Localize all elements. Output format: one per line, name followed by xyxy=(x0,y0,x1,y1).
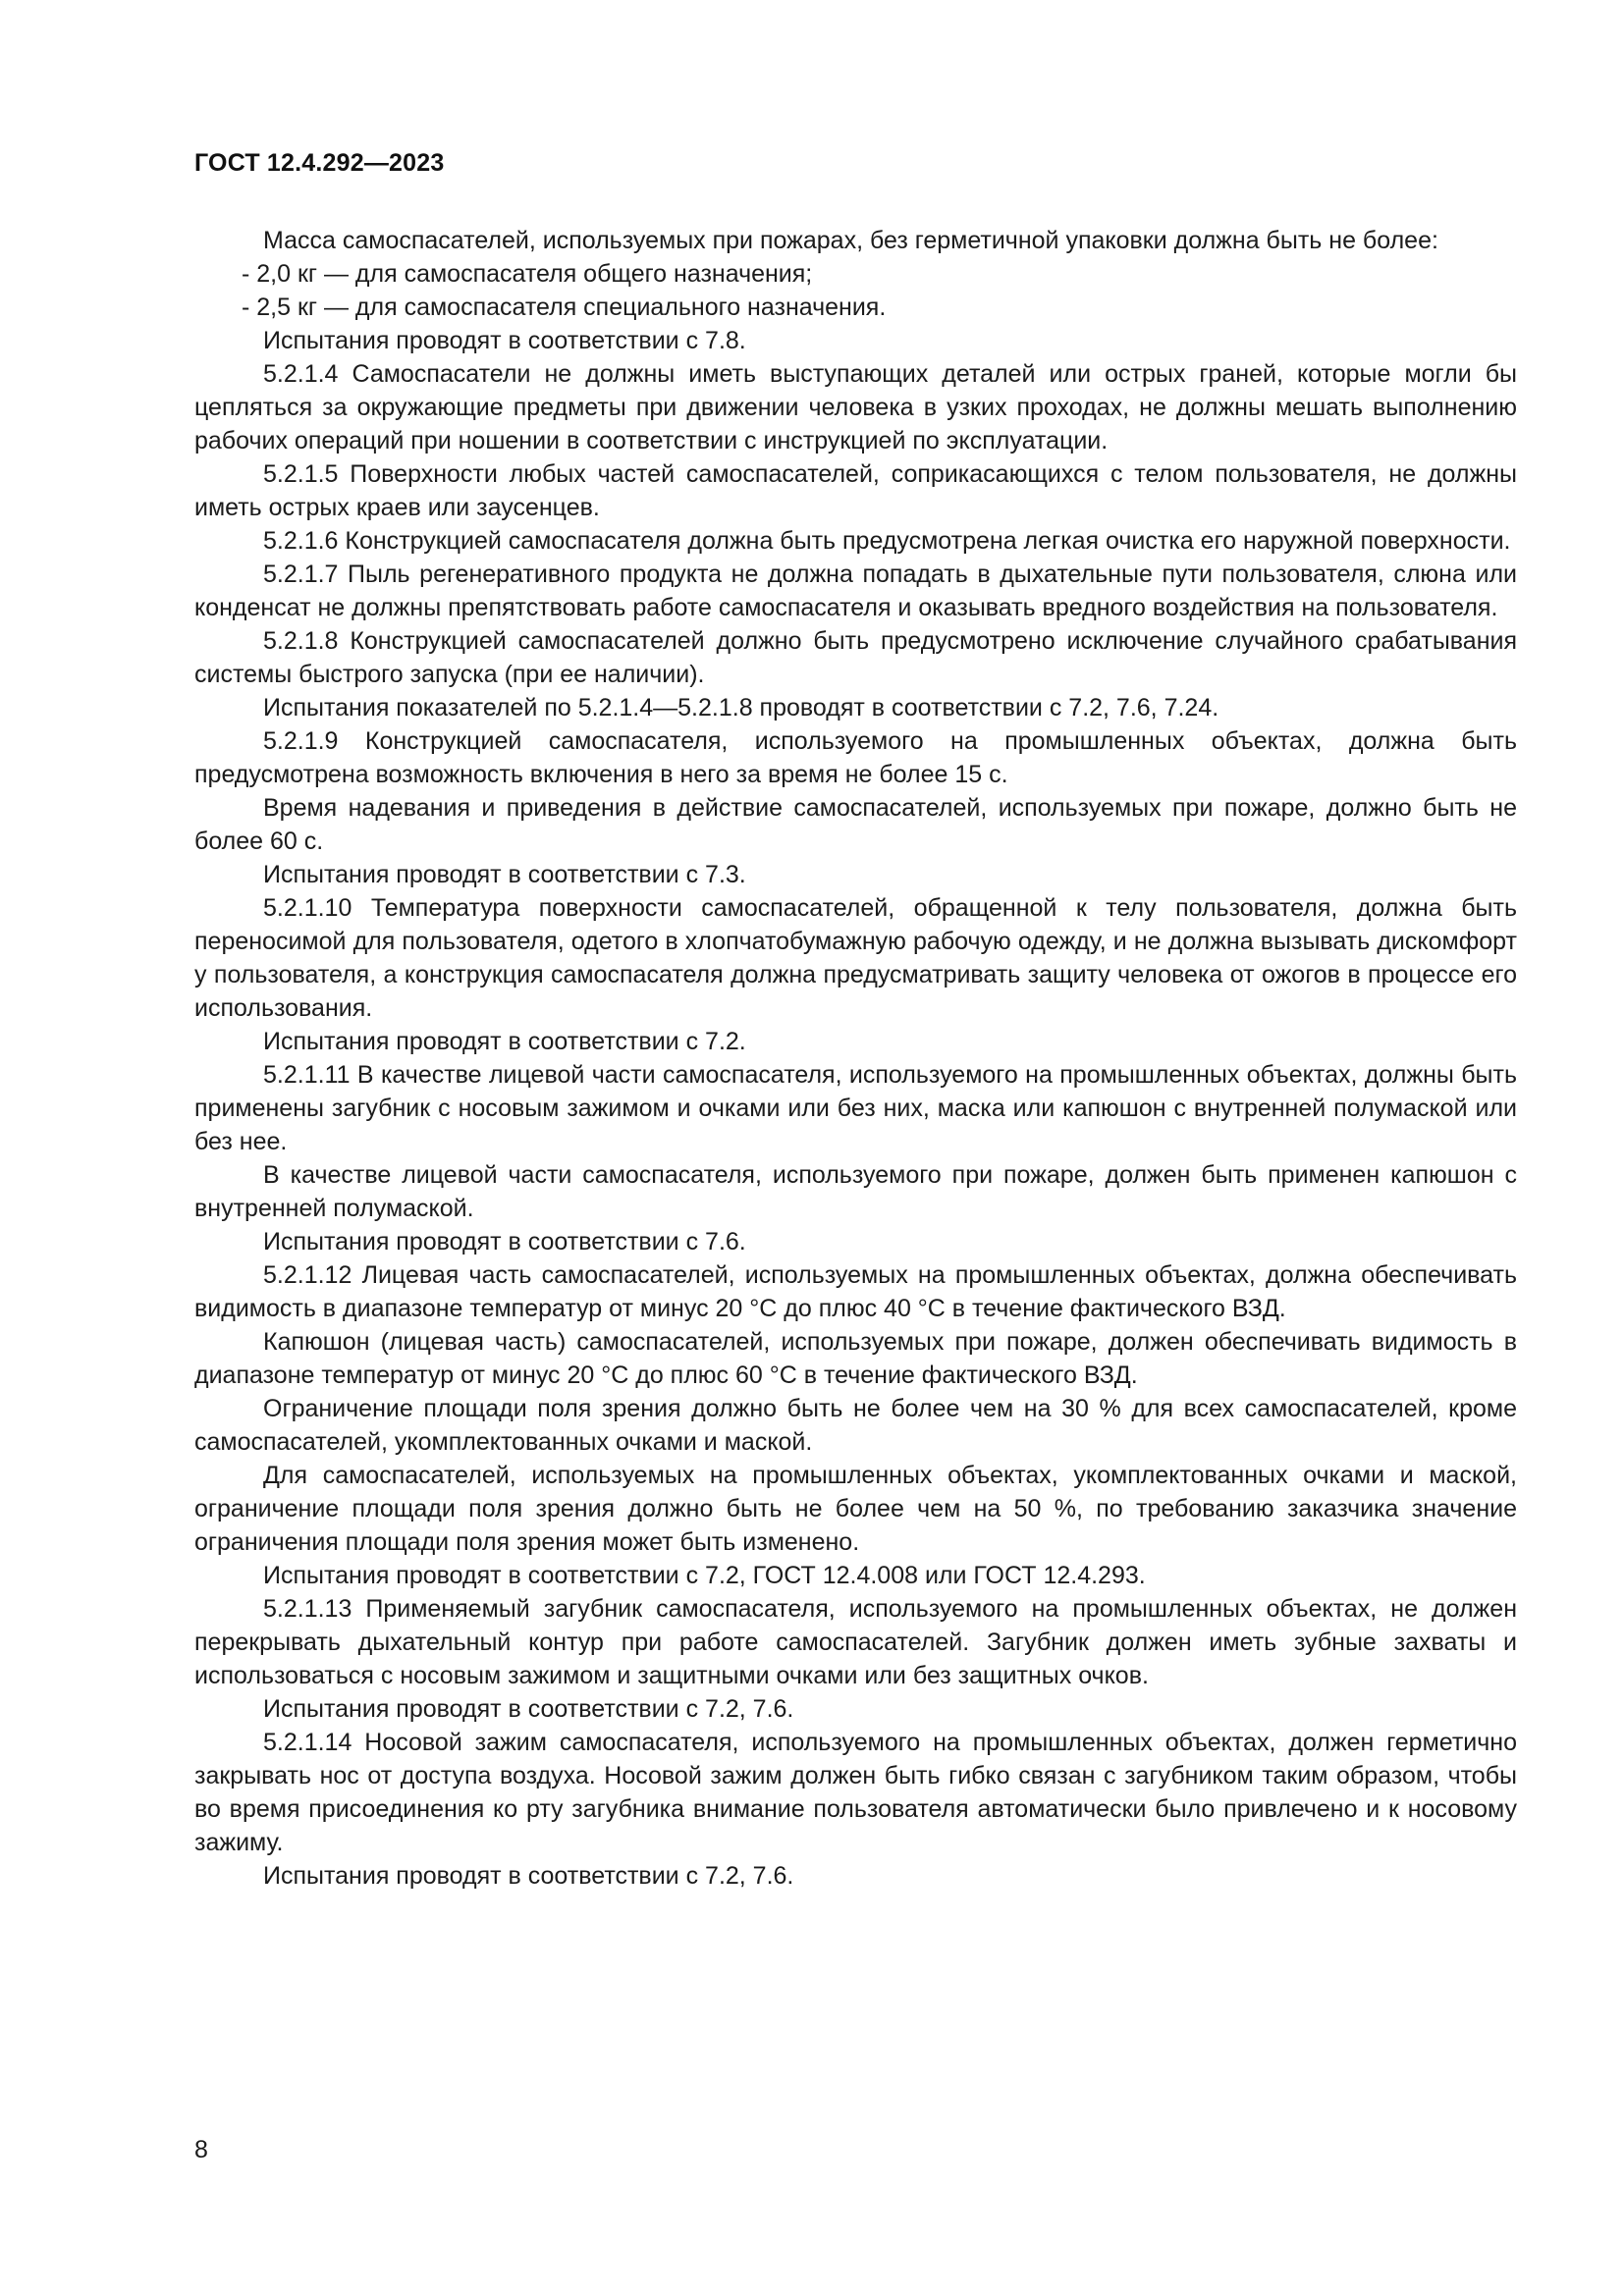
document-body xyxy=(194,224,1517,1893)
paragraph: Для самоспасателей, используемых на промышленных объектах, укомплектованных очками и маской, ограничение площади поля зрения должно быть не более чем на 50 %, по требованию заказчика значение ограничения площади поля зрения может быть изменено. xyxy=(194,1462,1517,1556)
paragraph-mass-requirement: Масса самоспасателей, используемых при пожарах, без герметичной упаковки должна быть не более: xyxy=(263,227,1438,254)
page-header-standard-code: ГОСТ 12.4.292—2023 xyxy=(194,149,445,177)
paragraph: Ограничение площади поля зрения должно быть не более чем на 30 % для всех самоспасателей, кроме самоспасателей, укомплектованных очками и маской. xyxy=(194,1395,1517,1456)
clause-5-2-1-13: 5.2.1.13 Применяемый загубник самоспасателя, используемого на промышленных объектах, не должен перекрывать дыхательный контур при работе самоспасателей. Загубник должен иметь зубные захваты и использоваться с носовым зажимом и защитными очками или без защитных очков. xyxy=(194,1595,1517,1689)
clause-5-2-1-4: 5.2.1.4 Самоспасатели не должны иметь выступающих деталей или острых граней, которые могли бы цепляться за окружающие предметы при движении человека в узких проходах, не должны мешать выполнению рабочих операций при ношении в соответствии с инструкцией по эксплуатации. xyxy=(194,360,1517,454)
paragraph-test-reference: Испытания проводят в соответствии с 7.3. xyxy=(263,861,746,888)
paragraph-test-reference: Испытания проводят в соответствии с 7.6. xyxy=(263,1228,746,1255)
clause-5-2-1-10: 5.2.1.10 Температура поверхности самоспасателей, обращенной к телу пользователя, должна быть переносимой для пользователя, одетого в хлопчатобумажную рабочую одежду, и не должна вызывать дискомфорт у пользователя, а конструкция самоспасателя должна предусматривать защиту человека от ожогов в процессе его использования. xyxy=(194,894,1517,1022)
page-number: 8 xyxy=(194,2136,208,2163)
clause-5-2-1-5: 5.2.1.5 Поверхности любых частей самоспасателей, соприкасающихся с телом пользователя, не должны иметь острых краев или заусенцев. xyxy=(194,460,1517,521)
list-item: - 2,5 кг — для самоспасателя специального назначения. xyxy=(242,294,887,321)
paragraph-test-reference: Испытания проводят в соответствии с 7.2. xyxy=(263,1028,746,1055)
paragraph-test-reference: Испытания проводят в соответствии с 7.8. xyxy=(263,327,746,354)
clause-5-2-1-6: 5.2.1.6 Конструкцией самоспасателя должна быть предусмотрена легкая очистка его наружной поверхности. xyxy=(263,527,1511,555)
paragraph: Время надевания и приведения в действие самоспасателей, используемых при пожаре, должно быть не более 60 с. xyxy=(194,794,1517,855)
paragraph-test-reference: Испытания показателей по 5.2.1.4—5.2.1.8 проводят в соответствии с 7.2, 7.6, 7.24. xyxy=(263,694,1219,721)
paragraph-test-reference: Испытания проводят в соответствии с 7.2, 7.6. xyxy=(263,1862,794,1890)
clause-5-2-1-9: 5.2.1.9 Конструкцией самоспасателя, используемого на промышленных объектах, должна быть предусмотрена возможность включения в него за время не более 15 с. xyxy=(194,727,1517,788)
list-item: - 2,0 кг — для самоспасателя общего назначения; xyxy=(242,260,813,288)
paragraph-test-reference: Испытания проводят в соответствии с 7.2, ГОСТ 12.4.008 или ГОСТ 12.4.293. xyxy=(263,1562,1146,1589)
paragraph: Капюшон (лицевая часть) самоспасателей, используемых при пожаре, должен обеспечивать видимость в диапазоне температур от минус 20 °С до плюс 60 °С в течение фактического ВЗД. xyxy=(194,1328,1517,1389)
clause-5-2-1-12: 5.2.1.12 Лицевая часть самоспасателей, используемых на промышленных объектах, должна обеспечивать видимость в диапазоне температур от минус 20 °С до плюс 40 °С в течение фактического ВЗД. xyxy=(194,1261,1517,1322)
clause-5-2-1-7: 5.2.1.7 Пыль регенеративного продукта не должна попадать в дыхательные пути пользователя, слюна или конденсат не должны препятствовать работе самоспасателя и оказывать вредного воздействия на пользователя. xyxy=(194,561,1517,621)
clause-5-2-1-8: 5.2.1.8 Конструкцией самоспасателей должно быть предусмотрено исключение случайного срабатывания системы быстрого запуска (при ее наличии). xyxy=(194,627,1517,688)
clause-5-2-1-14: 5.2.1.14 Носовой зажим самоспасателя, используемого на промышленных объектах, должен герметично закрывать нос от доступа воздуха. Носовой зажим должен быть гибко связан с загубником таким образом, чтобы во время присоединения ко рту загубника внимание пользователя автоматически было привлечено и к носовому зажиму. xyxy=(194,1729,1517,1856)
paragraph-test-reference: Испытания проводят в соответствии с 7.2, 7.6. xyxy=(263,1695,794,1723)
paragraph: В качестве лицевой части самоспасателя, используемого при пожаре, должен быть применен капюшон с внутренней полумаской. xyxy=(194,1161,1517,1222)
clause-5-2-1-11: 5.2.1.11 В качестве лицевой части самоспасателя, используемого на промышленных объектах, должны быть применены загубник с носовым зажимом и очками или без них, маска или капюшон с внутренней полумаской или без нее. xyxy=(194,1061,1517,1155)
